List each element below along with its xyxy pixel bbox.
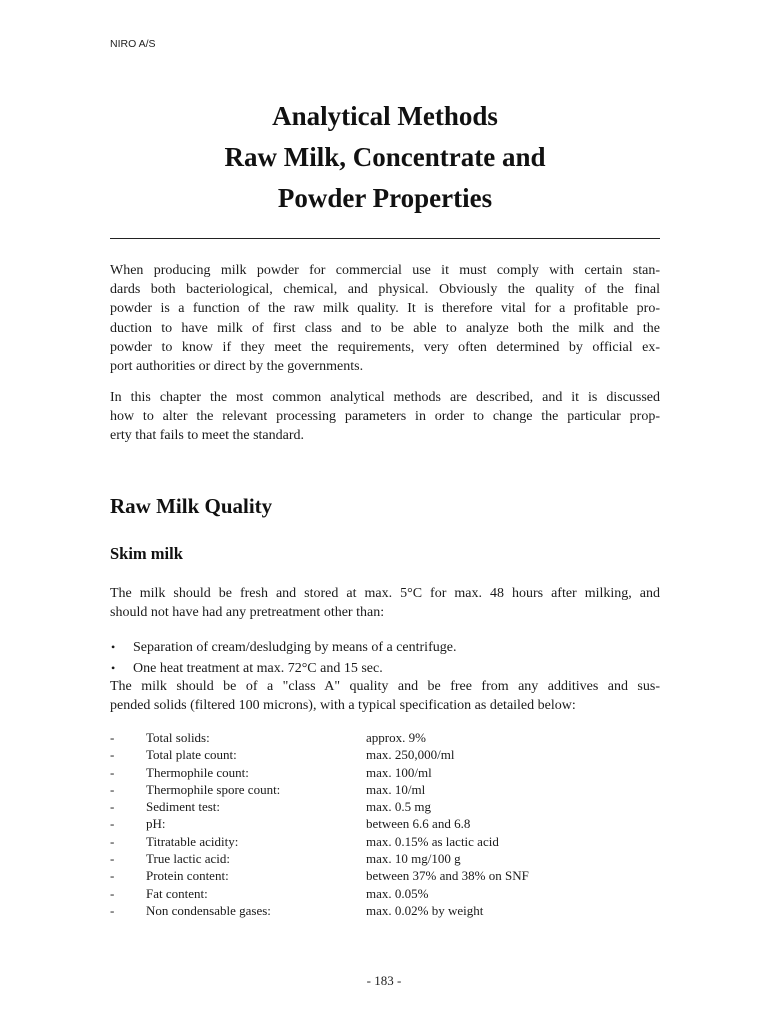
text-line: The milk should be fresh and stored at max. 5°C for max. 48 hours after milking, and — [110, 586, 660, 601]
spec-row — [110, 850, 660, 867]
spec-value: max. 10/ml — [366, 781, 426, 797]
text-line: should not have had any pretreatment other than: — [110, 605, 385, 621]
spec-label: Non condensable gases: — [146, 902, 271, 918]
dash-marker: - — [110, 885, 115, 901]
text-line: how to alter the relevant processing parameters in order to change the particular prop- — [110, 409, 660, 425]
intro-paragraph-1 — [110, 261, 660, 376]
pretreatment-list — [110, 637, 660, 679]
list-item — [110, 637, 660, 658]
spec-row — [110, 867, 660, 884]
dash-marker: - — [110, 868, 115, 884]
dash-marker: - — [110, 747, 115, 763]
dash-marker: - — [110, 902, 115, 918]
chapter-title — [110, 96, 660, 219]
list-item-text: Separation of cream/desludging by means of a centrifuge. — [133, 640, 457, 655]
spec-value: approx. 9% — [366, 730, 426, 745]
spec-label: Thermophile count: — [146, 764, 249, 780]
spec-label: Total plate count: — [146, 747, 237, 763]
spec-row — [110, 815, 660, 832]
text-line: powder to know if they meet the requirements, very often determined by official ex- — [110, 339, 660, 355]
spec-row — [110, 798, 660, 815]
text-line: The milk should be of a "class A" quality and be free from any additives and sus- — [110, 679, 660, 694]
spec-label: True lactic acid: — [146, 851, 230, 867]
spec-label: pH: — [146, 816, 166, 832]
bullet-icon: • — [111, 640, 116, 654]
spec-label: Thermophile spore count: — [146, 781, 281, 797]
chapter-title-line: Powder Properties — [277, 183, 493, 213]
dash-marker: - — [110, 816, 115, 832]
text-line: In this chapter the most common analytical methods are described, and it is discussed — [110, 390, 660, 405]
intro-paragraph-2 — [110, 388, 660, 446]
page-number: - 183 - — [366, 973, 402, 988]
section-heading: Raw Milk Quality — [110, 494, 273, 518]
spec-value: max. 0.5 mg — [366, 799, 431, 815]
chapter-title-line: Raw Milk, Concentrate and — [224, 142, 546, 172]
spec-row — [110, 781, 660, 798]
text-line: pended solids (filtered 100 microns), with a typical specification as detailed below: — [110, 698, 576, 714]
bullet-icon: • — [111, 661, 116, 675]
text-line: dards both bacteriological, chemical, and physical. Obviously the quality of the final — [110, 282, 660, 298]
list-item-text: One heat treatment at max. 72°C and 15 sec. — [133, 661, 383, 676]
spec-label: Titratable acidity: — [146, 833, 239, 849]
spec-label: Protein content: — [146, 868, 229, 884]
dash-marker: - — [110, 833, 115, 849]
subsection-heading: Skim milk — [110, 544, 183, 563]
text-line: When producing milk powder for commercial use it must comply with certain stan- — [110, 263, 660, 278]
spec-value: max. 0.05% — [366, 885, 429, 901]
spec-value: max. 250,000/ml — [366, 747, 455, 763]
dash-marker: - — [110, 764, 115, 780]
spec-value: max. 100/ml — [366, 764, 432, 780]
dash-marker: - — [110, 851, 115, 867]
text-line: duction to have milk of first class and to be able to analyze both the milk and the — [110, 320, 660, 336]
spec-value: between 6.6 and 6.8 — [366, 816, 471, 832]
spec-label: Total solids: — [146, 730, 210, 745]
running-header: NIRO A/S — [110, 38, 156, 50]
spec-value: max. 10 mg/100 g — [366, 851, 461, 867]
list-item — [110, 658, 660, 679]
spec-value: between 37% and 38% on SNF — [366, 868, 529, 884]
text-line: port authorities or direct by the governments. — [110, 359, 364, 375]
text-line: erty that fails to meet the standard. — [110, 428, 304, 444]
chapter-title-line: Analytical Methods — [272, 101, 498, 131]
storage-paragraph — [110, 584, 660, 622]
spec-value: max. 0.15% as lactic acid — [366, 833, 499, 849]
quality-paragraph — [110, 677, 660, 715]
spec-row — [110, 833, 660, 850]
title-divider — [110, 238, 660, 239]
spec-row — [110, 746, 660, 763]
dash-marker: - — [110, 730, 115, 745]
specification-list — [110, 729, 660, 919]
spec-row — [110, 902, 660, 919]
dash-marker: - — [110, 781, 115, 797]
text-line: powder is a function of the raw milk quality. It is therefore vital for a profitable pro- — [110, 301, 660, 317]
spec-row — [110, 729, 660, 746]
spec-label: Fat content: — [146, 885, 208, 901]
spec-label: Sediment test: — [146, 799, 221, 815]
spec-row — [110, 885, 660, 902]
dash-marker: - — [110, 799, 115, 815]
spec-value: max. 0.02% by weight — [366, 902, 484, 918]
spec-row — [110, 764, 660, 781]
